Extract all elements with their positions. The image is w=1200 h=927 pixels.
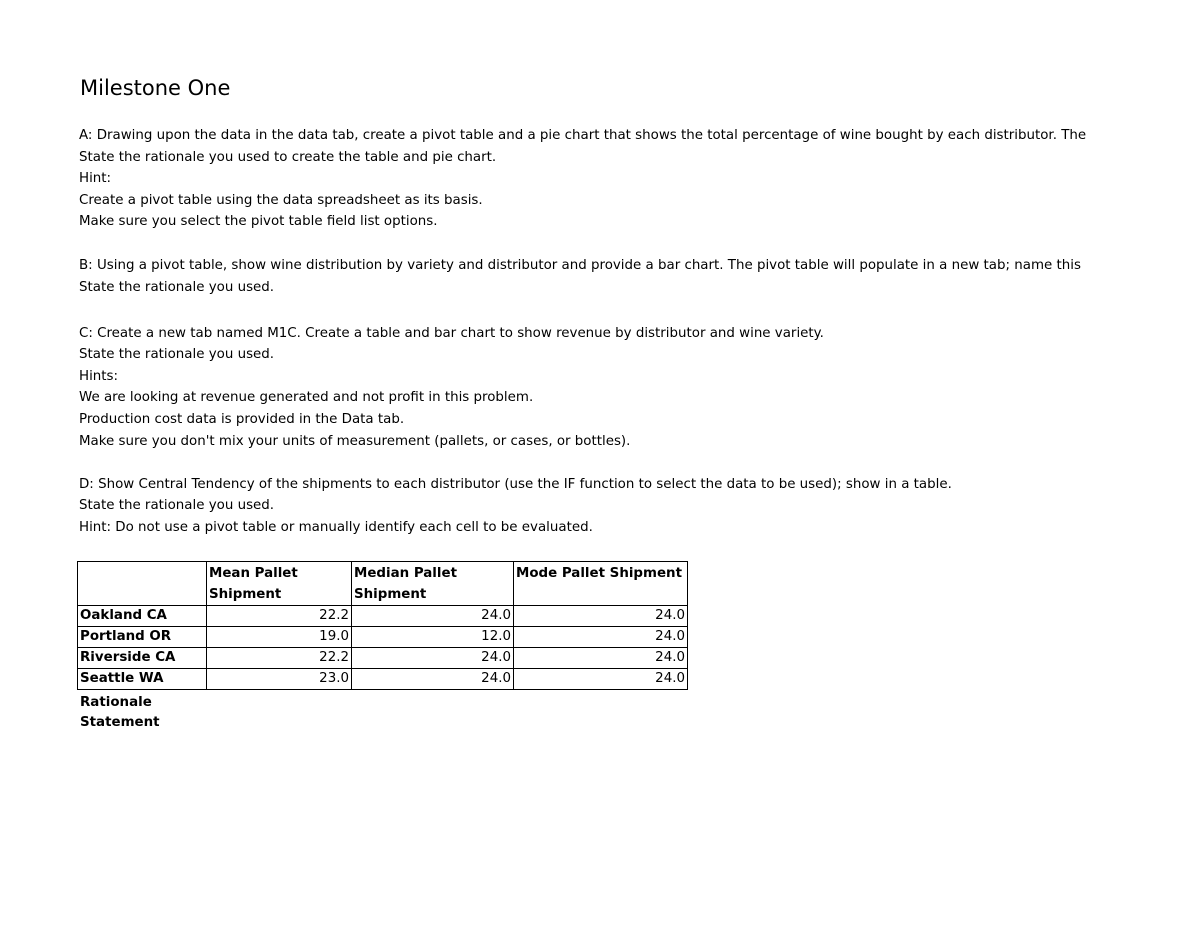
page-title: Milestone One [80,76,231,100]
median-cell: 12.0 [352,627,514,648]
mode-cell: 24.0 [514,648,688,669]
section-a-line-2: State the rationale you used to create the table and pie chart. [79,150,497,165]
section-c-line-5: Production cost data is provided in the Data tab. [79,412,405,427]
median-cell: 24.0 [352,648,514,669]
table-header-corner [78,562,207,606]
median-cell: 24.0 [352,606,514,627]
table-header-mean: Mean Pallet Shipment [207,562,352,606]
section-d-line-3: Hint: Do not use a pivot table or manually identify each cell to be evaluated. [79,520,593,535]
mode-cell: 24.0 [514,669,688,690]
section-b-line-2: State the rationale you used. [79,280,275,295]
mean-cell: 22.2 [207,606,352,627]
section-a-line-1: A: Drawing upon the data in the data tab, create a pivot table and a pie chart that shows the total percentage of wine bought by each distributor. The [79,128,1087,143]
table-row [78,606,688,627]
row-label: Seattle WA [78,669,207,690]
section-b-line-1: B: Using a pivot table, show wine distribution by variety and distributor and provide a bar chart. The pivot table will populate in a new tab; name this [79,258,1081,273]
section-c-line-6: Make sure you don't mix your units of measurement (pallets, or cases, or bottles). [79,434,631,449]
table-header-row [78,562,688,606]
section-a-line-3: Hint: [79,171,112,186]
table-header-mode: Mode Pallet Shipment [514,562,688,606]
section-d-line-2: State the rationale you used. [79,498,275,513]
section-d-line-1: D: Show Central Tendency of the shipments to each distributor (use the IF function to select the data to be used); show in a table. [79,477,952,492]
section-c-line-3: Hints: [79,369,119,384]
row-label: Oakland CA [78,606,207,627]
table-header-median: Median Pallet Shipment [352,562,514,606]
section-a-line-4: Create a pivot table using the data spreadsheet as its basis. [79,193,483,208]
mean-cell: 22.2 [207,648,352,669]
section-a-line-5: Make sure you select the pivot table field list options. [79,214,438,229]
table-row [78,648,688,669]
mode-cell: 24.0 [514,606,688,627]
rationale-statement-label: Rationale Statement [80,695,160,730]
table-row [78,669,688,690]
mean-cell: 19.0 [207,627,352,648]
central-tendency-table [77,561,688,690]
section-c-line-2: State the rationale you used. [79,347,275,362]
median-cell: 24.0 [352,669,514,690]
row-label: Riverside CA [78,648,207,669]
mean-cell: 23.0 [207,669,352,690]
section-c-line-1: C: Create a new tab named M1C. Create a table and bar chart to show revenue by distributor and wine variety. [79,326,824,341]
table-row [78,627,688,648]
row-label: Portland OR [78,627,207,648]
mode-cell: 24.0 [514,627,688,648]
section-c-line-4: We are looking at revenue generated and not profit in this problem. [79,390,534,405]
